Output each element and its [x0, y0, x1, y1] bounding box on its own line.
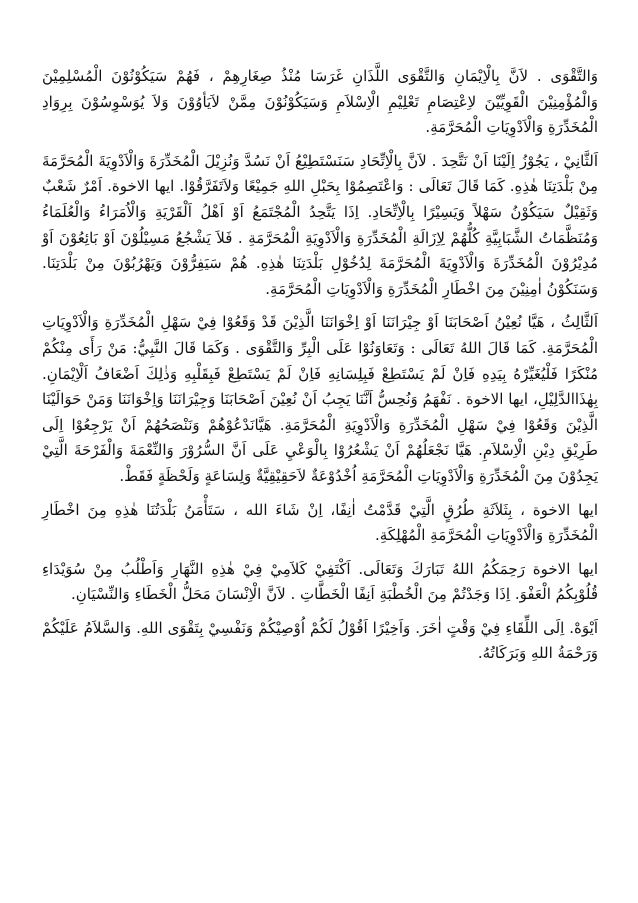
paragraph-closing-apology: ايها الاخوة رَحِمَكُمُ اللهُ تَبَارَكَ وَتَعَالَى. اَكْتَفِيْ كَلاَمِيْ فِيْ هٰذِهِ النَّهَارِ وَاَطْلُبُ مِنْ سُوَيْدَاءِ قُلُوْبِكُمُ الْعَفْوَ. اِذَا وَجَدْتُمْ مِنَ الْخُطْبَةِ اَنِفًا الْخَطَّاتِ . لاَنَّ الْاِنْسَانَ مَحَلُّ الْخَطَاءِ وَالنِّسْيَانِ.	[42, 559, 598, 604]
paragraph-second-unity: اَلثَّانِيْ ، يَجُوْزُ اِلَيْنَا اَنْ نَتَّحِدَ . لاَنَّ بِالْاِتِّحَادِ سَنَسْتَطِيْعُ اَنْ نَسُدَّ وَنُزِيْلَ الْمُخَدِّرَةَ وَالْاَدْوِيَةَ الْمُحَرَّمَةَ مِنْ بَلْدَتِنَا هٰذِهِ. كَمَا قَالَ تَعَالَى : وَاعْتَصِمُوْا بِحَبْلِ اللهِ جَمِيْعًا وَلاَتَفَرَّقُوْا. ايها الاخوة. اَمْرٌ شَعْبٌ وَثَقِيْلٌ سَيَكُوْنُ سَهْلاً وَيَسِيْرًا بِالْاِتِّحَادِ. اِذَا يَتَّحِدُ الْمُجْتَمَعُ اَوْ اَهْلُ اَلْقَرْيَةِ وَالْاُمَرَاءُ وَالْعُلَمَاءُ وَمُنَظَّمَاتُ الشَّبَابِيَّةِ كُلُّهُمْ لِاِزَالَةِ الْمُخَدِّرَةِ وَالْاَدْوِيَةِ الْمُحَرَّمَةِ . فَلاَ يَشْجُعُ مَسِيْلُوْنَ اَوْ بَائِعُوْنَ اَوْ مُدِيْرُوْنَ الْمُخَدِّرَةَ وَالْاَدْوِيَةَ الْمُحَرَّمَةَ لِدُخُوْلِ بَلْدَتِنَا هٰذِهِ. هُمْ سَيَفِرُّوْنَ وَيَهْرُبُوْنَ مِنْ بَلْدَتِنَا. وَسَنَكُوْنُ اٰمِنِيْنَ مِنَ اخْطَارِ الْمُخَدِّرَةِ وَالْاَدْوِيَاتِ الْمُحَرَّمَةِ.	[42, 151, 598, 298]
paragraph-three-ways: ايها الاخوة ، بِثَلاَثَةِ طُرُقٍ الَّتِيْ قَدَّمْتُ اٰنِفًا، اِنْ شَاءَ الله ، سَتَأْمَنُ بَلْدَتُنَا هٰذِهِ مِنَ اخْطَارِ الْمُخَدِّرَةِ وَالْاَدْوِيَاتِ الْمُحَرَّمَةِ الْمُهْلِكَةِ.	[42, 500, 598, 545]
document-page	[42, 64, 598, 671]
paragraph-taqwa-conclusion: وَالتَّقْوَى . لاَنَّ بِالْاِيْمَانِ وَالتَّقْوَى اللَّذَانِ غَرَسَا مُنْذُ صِغَارِهِمْ ، فَهُمْ سَيَكُوْنُوْنَ الْمُسْلِمِيْنَ وَالْمُؤْمِنِيْنَ الْقَوِيِّيْنَ لاِعْتِصَامِ تَعْلِيْمِ الْاِسْلاَمِ وَسَيَكُوْنُوْنَ مِمَّنْ لاَيَأوُوْنَ وَلاَ يُوَسْوِسُوْنَ بِرِوَادِ الْمُخَدِّرَةِ وَالْاَدْوِيَاتِ الْمُحَرَّمَةِ.	[42, 67, 598, 137]
paragraph-farewell: اَيْوَهْ. اِلَى اللِّقَاءِ فِيْ وَقْتٍ اٰخَرَ. وَاَخِيْرًا اَقُوْلُ لَكُمْ اُوْصِيْكُمْ وَنَفْسِيْ بِتَقْوَى اللهِ. وَالسَّلاَمُ عَلَيْكُمْ وَرَحْمَةُ اللهِ وَبَرَكَاتُهُ.	[42, 618, 598, 663]
paragraph-third-helping: اَلثَّالِثُ ، هَيَّا نُعِيْنُ اَصْحَابَنَا اَوْ جِيْرَانَنَا اَوْ اِخْوَانَنَا الَّذِيْنَ قَدْ وَقَعُوْا فِيْ سَهْلِ الْمُخَدِّرَةِ وَالْاَدْوِيَاتِ الْمُحَرَّمَةِ. كَمَا قَالَ اللهُ تَعَالَى : وَتَعَاوَنُوْا عَلَى الْبِرِّ وَالتَّقْوَى . وَكَمَا قَالَ النَّبِيُّ: مَنْ رَأَى مِنْكُمْ مُنْكَرًا فَلْيُغَيِّرْهُ بِيَدِهِ فَاِنْ لَمْ يَسْتَطِعْ فَبِلِسَانِهِ فَاِنْ لَمْ يَسْتَطِعْ فَبِقَلْبِهِ وَذٰلِكَ اَضْعَافُ اَلْاِيْمَانِ. بِهٰذَاالدَّلِيْلِ، ايها الاخوة . نَفْهَمُ وَنُحِسُّ اَنَّنَا يَجِبُ اَنْ نُعِيْنَ اَصْحَابَنَا وَجِيْرَانَنَا وَاِخْوَانَنَا وَمَنْ حَوَالَيْنَا الَّذِيْنَ وَقَعُوْا فِيْ سَهْلِ الْمُخَدِّرَةِ وَالْاَدْوِيَةِ الْمُحَرَّمَةِ. هَيَّانَدْعُوْهُمْ وَنَنْصَحُهُمْ اَنْ يَرْجِعُوْا اِلَى طَرِيْقِ دِيْنِ الْاِسْلاَمِ. هَيَّا نَجْعَلُهُمْ اَنْ يَشْعُرُوْا بِالْوَعْيِ عَلَى اَنَّ السُّرُوْرَ وَالنِّعْمَةَ وَالْفَرْحَةَ الَّتِيْ يَجِدُوْنَ مِنَ الْمُخَدِّرَةِ وَالْاَدْوِيَاتِ الْمُحَرَّمَةِ اُخْدُوْعَةٌ لاَحَقِيْقِيَّةٌ وَلِسَاعَةٍ وَلَحْظَةٍ فَقَطْ.	[42, 313, 598, 485]
